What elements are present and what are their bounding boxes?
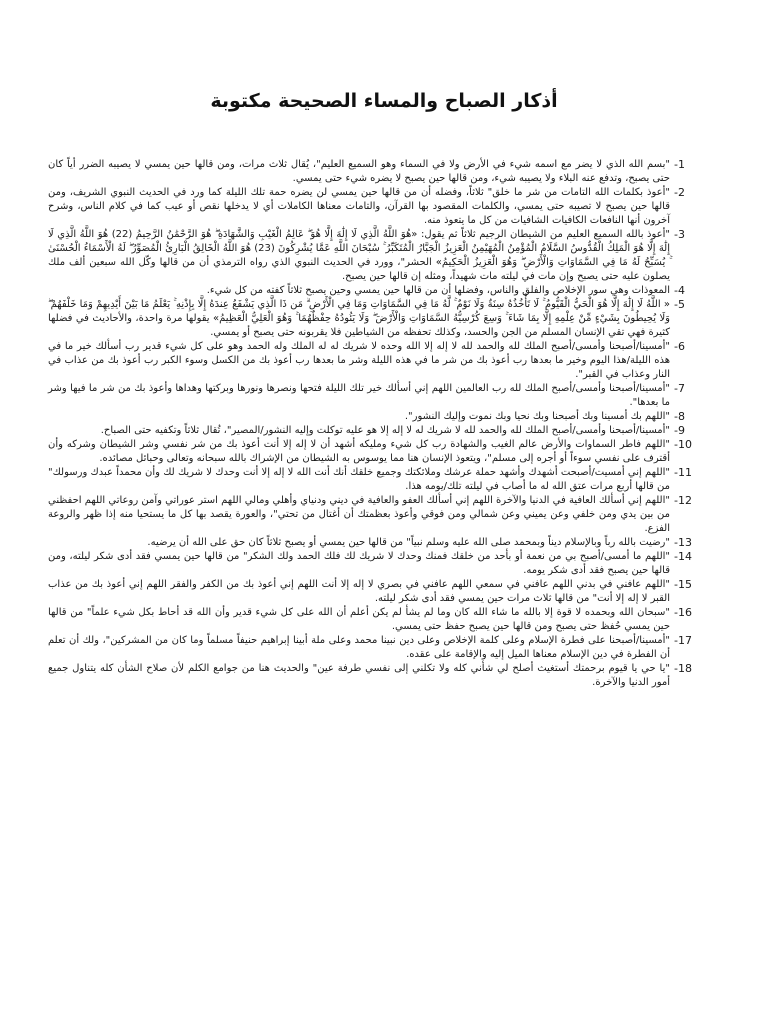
list-item [48,578,718,606]
item-number: -18 [674,662,692,675]
list-item [48,340,718,382]
item-number: -5 [674,298,685,311]
item-text: « اللَّهُ لَا إِلَٰهَ إِلَّا هُوَ الْحَيُّ الْقَيُّومُ ۚ لَا تَأْخُذُهُ سِنَةٌ وَلَا نَوْمٌ ۚ لَّهُ مَا فِي السَّمَاوَاتِ وَمَا فِي الْأَرْضِ ۗ مَن ذَا الَّذِي يَشْفَعُ عِندَهُ إِلَّا بِإِذْنِهِ ۚ يَعْلَمُ مَا بَيْنَ أَيْدِيهِمْ وَمَا خَلْفَهُمْ ۖ وَلَا يُحِيطُونَ بِشَيْءٍ مِّنْ عِلْمِهِ إِلَّا بِمَا شَاءَ ۚ وَسِعَ كُرْسِيُّهُ السَّمَاوَاتِ وَالْأَرْضَ ۖ وَلَا يَئُودُهُ حِفْظُهُمَا ۚ وَهُوَ الْعَلِيُّ الْعَظِيمُ» يقولها مرة واحدة، والأحاديث في فضلها كثيرة فهي تقي الإنسان المسلم من الجن والحسد، وكذلك تحفظه من الشياطين فلا يقربونه حتى يصبح أو يمسي. [48,299,670,338]
item-number: -11 [674,466,692,479]
item-text: "اللهم عافني في بدني اللهم عافني في سمعي اللهم عافني في بصري لا إله إلا أنت اللهم إني أعوذ بك من الكفر والفقر اللهم إني أعوذ بك من عذاب القبر لا إله إلا أنت" من قالها ثلاث مرات حين يمسي فقد أدى شكر ليلته. [48,579,670,604]
item-number: -3 [674,228,685,241]
list-item [48,298,718,340]
page-title: أذكار الصباح والمساء الصحيحة مكتوبة [210,90,558,112]
item-number: -7 [674,382,685,395]
list-item [48,284,718,298]
list-item [48,158,718,186]
dhikr-list [48,158,718,690]
list-item [48,662,718,690]
item-number: -8 [674,410,685,423]
list-item [48,550,718,578]
item-text: "اللهم إني أسألك العافية في الدنيا والآخرة اللهم إني أسألك العفو والعافية في ديني ودنياي وأهلي ومالي اللهم استر عوراتي وآمن روعاتي اللهم احفظني من بين يدي ومن خلفي وعن يميني وعن شمالي ومن فوقي وأعوذ بعظمتك أن أغتال من تحتي"، والعورة يقصد بها كل ما يستحيا منه إذا ظهر والروعة الفزع. [48,495,670,534]
item-number: -10 [674,438,692,451]
item-number: -4 [674,284,685,297]
item-number: -6 [674,340,685,353]
item-text: "اللهم بك أمسينا وبك أصبحنا وبك نحيا وبك نموت وإليك النشور". [404,411,670,422]
item-text: "أعوذ بالله السميع العليم من الشيطان الرجيم ثلاثاً ثم يقول: «هُوَ اللَّهُ الَّذِي لَا إِلَٰهَ إِلَّا هُوَ ۖ عَالِمُ الْغَيْبِ وَالشَّهَادَةِ ۖ هُوَ الرَّحْمَٰنُ الرَّحِيمُ (22) هُوَ اللَّهُ الَّذِي لَا إِلَٰهَ إِلَّا هُوَ الْمَلِكُ الْقُدُّوسُ السَّلَامُ الْمُؤْمِنُ الْمُهَيْمِنُ الْعَزِيزُ الْجَبَّارُ الْمُتَكَبِّرُ ۚ سُبْحَانَ اللَّهِ عَمَّا يُشْرِكُونَ (23) هُوَ اللَّهُ الْخَالِقُ الْبَارِئُ الْمُصَوِّرُ ۖ لَهُ الْأَسْمَاءُ الْحُسْنَىٰ ۚ يُسَبِّحُ لَهُ مَا فِي السَّمَاوَاتِ وَالْأَرْضِ ۖ وَهُوَ الْعَزِيزُ الْحَكِيمُ» الحشر"، وورد في الحديث النبوي الذي رواه الترمذي أن من قالها وكّل الله سبعين ألف ملك يصلون عليه حتى يصبح وإن مات في ليلته مات شهيداً، ومثله إن قالها حين يصبح. [48,229,671,282]
item-number: -1 [674,158,685,171]
list-item [48,634,718,662]
item-text: "اللهم ما أمسى/أصبح بي من نعمة أو بأحد من خلقك فمنك وحدك لا شريك لك فلك الحمد ولك الشكر" من قالها حين يمسي فقد أدى شكر ليلته، ومن قالها حين يصبح فقد أدى شكر يومه. [48,551,670,576]
list-item [48,466,718,494]
item-text: "أمسينا/أصبحنا على فطرة الإسلام وعلى كلمة الإخلاص وعلى دين نبينا محمد وعلى ملة أبينا إبراهيم حنيفاً مسلماً وما كان من المشركين"، ولك أن تعلم أن الفطرة في دين الإسلام معناها الميل إليه والإقامة على عقده. [48,635,670,660]
item-number: -17 [674,634,692,647]
item-number: -12 [674,494,692,507]
list-item [48,536,718,550]
item-number: -15 [674,578,692,591]
item-text: "أعوذ بكلمات الله التامات من شر ما خلق" ثلاثاً، وفضله أن من قالها حين يمسي لن يضره حمة تلك الليلة كما ورد في الحديث النبوي الشريف، ومن قالها حين يصبح لا تصيبه حتى يمسي، والكلمات المقصود بها القرآن، والتامات معناها الكاملات أي لا يدخلها نقص أو عيب كما في كلام الناس، وشرح آخرون أنها النافعات الكافيات الشافيات من كل ما يتعوذ منه. [48,187,670,226]
item-text: "سبحان الله وبحمده لا قوة إلا بالله ما شاء الله كان وما لم يشأ لم يكن أعلم أن الله على كل شيء قدير وأن الله قد أحاط بكل شيء علماً" من قالها حين يمسي حُفظ حتى يصبح ومن قالها حين يصبح حفظ حتى يمسي. [48,607,670,632]
item-number: -13 [674,536,692,549]
item-text: "اللهم إني أمسيت/أصبحت أشهدك وأشهد حملة عرشك وملائكتك وجميع خلقك أنك أنت الله لا إله إلا أنت وحدك لا شريك لك وأن محمداً عبدك ورسولك" من قالها أربع مرات عتق الله له ما أصاب في ليلته تلك/يومه هذا. [48,467,670,492]
item-number: -14 [674,550,692,563]
item-number: -2 [674,186,685,199]
list-item [48,606,718,634]
list-item [48,494,718,536]
item-text: "رضيت بالله رباً وبالإسلام ديناً وبمحمد صلى الله عليه وسلم نبياً" من قالها حين يمسي أو يصبح ثلاثاً كان حق على الله أن يرضيه. [147,537,670,548]
item-text: "اللهم فاطر السماوات والأرض عالم الغيب والشهادة رب كل شيء ومليكه أشهد أن لا إله إلا أنت أعوذ بك من شر نفسي وشر الشيطان وشركه وأن أقترف على نفسي سوءاً أو أجره إلى مسلم"، ويتعوذ الإنسان هنا مما يوسوس به الشيطان من الإشراك بالله سبحانه وتعالى وحبائل مصائده. [48,439,670,464]
item-text: "أمسينا/أصبحنا وأمسى/أصبح الملك لله والحمد لله لا شريك له لا إله إلا هو عليه توكلت وإليه النشور/المصير"، تُقال ثلاثاً وتكفيه حتى الصباح. [100,425,670,436]
list-item [48,228,718,284]
item-text: "يا حي يا قيوم برحمتك أستغيث أصلح لي شأني كله ولا تكلني إلى نفسي طرفة عين" والحديث هنا من جوامع الكلم لأن صلاح الشأن كله يتناول جميع أمور الدنيا والآخرة. [48,663,670,688]
item-text: "أمسينا/أصبحنا وأمسى/أصبح الملك لله رب العالمين اللهم إني أسألك خير تلك الليلة فتحها ونصرها ونورها وبركتها وهداها وأعوذ بك من شر ما فيها وشر ما بعدها". [48,383,670,408]
list-item [48,424,718,438]
item-number: -16 [674,606,692,619]
list-item [48,186,718,228]
item-text: "بسم الله الذي لا يضر مع اسمه شيء في الأرض ولا في السماء وهو السميع العليم"، يُقال ثلاث مرات، ومن قالها حين يمسي لا يصيبه الضرر أياً كان حتى يصبح، وتدفع عنه البلاء ولا يصيبه شيء، ومن قالها حين يصبح لا يضره شيء حتى يمسي. [48,159,670,184]
item-number: -9 [674,424,685,437]
list-item [48,438,718,466]
item-text: "أمسينا/أصبحنا وأمسى/أصبح الملك لله والحمد لله لا إله إلا الله وحده لا شريك له له الملك وله الحمد وهو على كل شيء قدير رب أسألك خير ما في هذه الليلة/هذا اليوم وخير ما بعدها رب أعوذ بك من شر ما في هذه الليلة وشر ما بعدها رب أعوذ بك من الكسل وسوء الكبر رب أعوذ بك من عذاب في النار وعذاب في القبر". [48,341,670,380]
list-item [48,382,718,410]
item-text: المعوذات وهي سور الإخلاص والفلق والناس، وفضلها أن من قالها حين يمسي وحين يصبح ثلاثاً كفته من كل شيء. [206,285,670,296]
list-item [48,410,718,424]
